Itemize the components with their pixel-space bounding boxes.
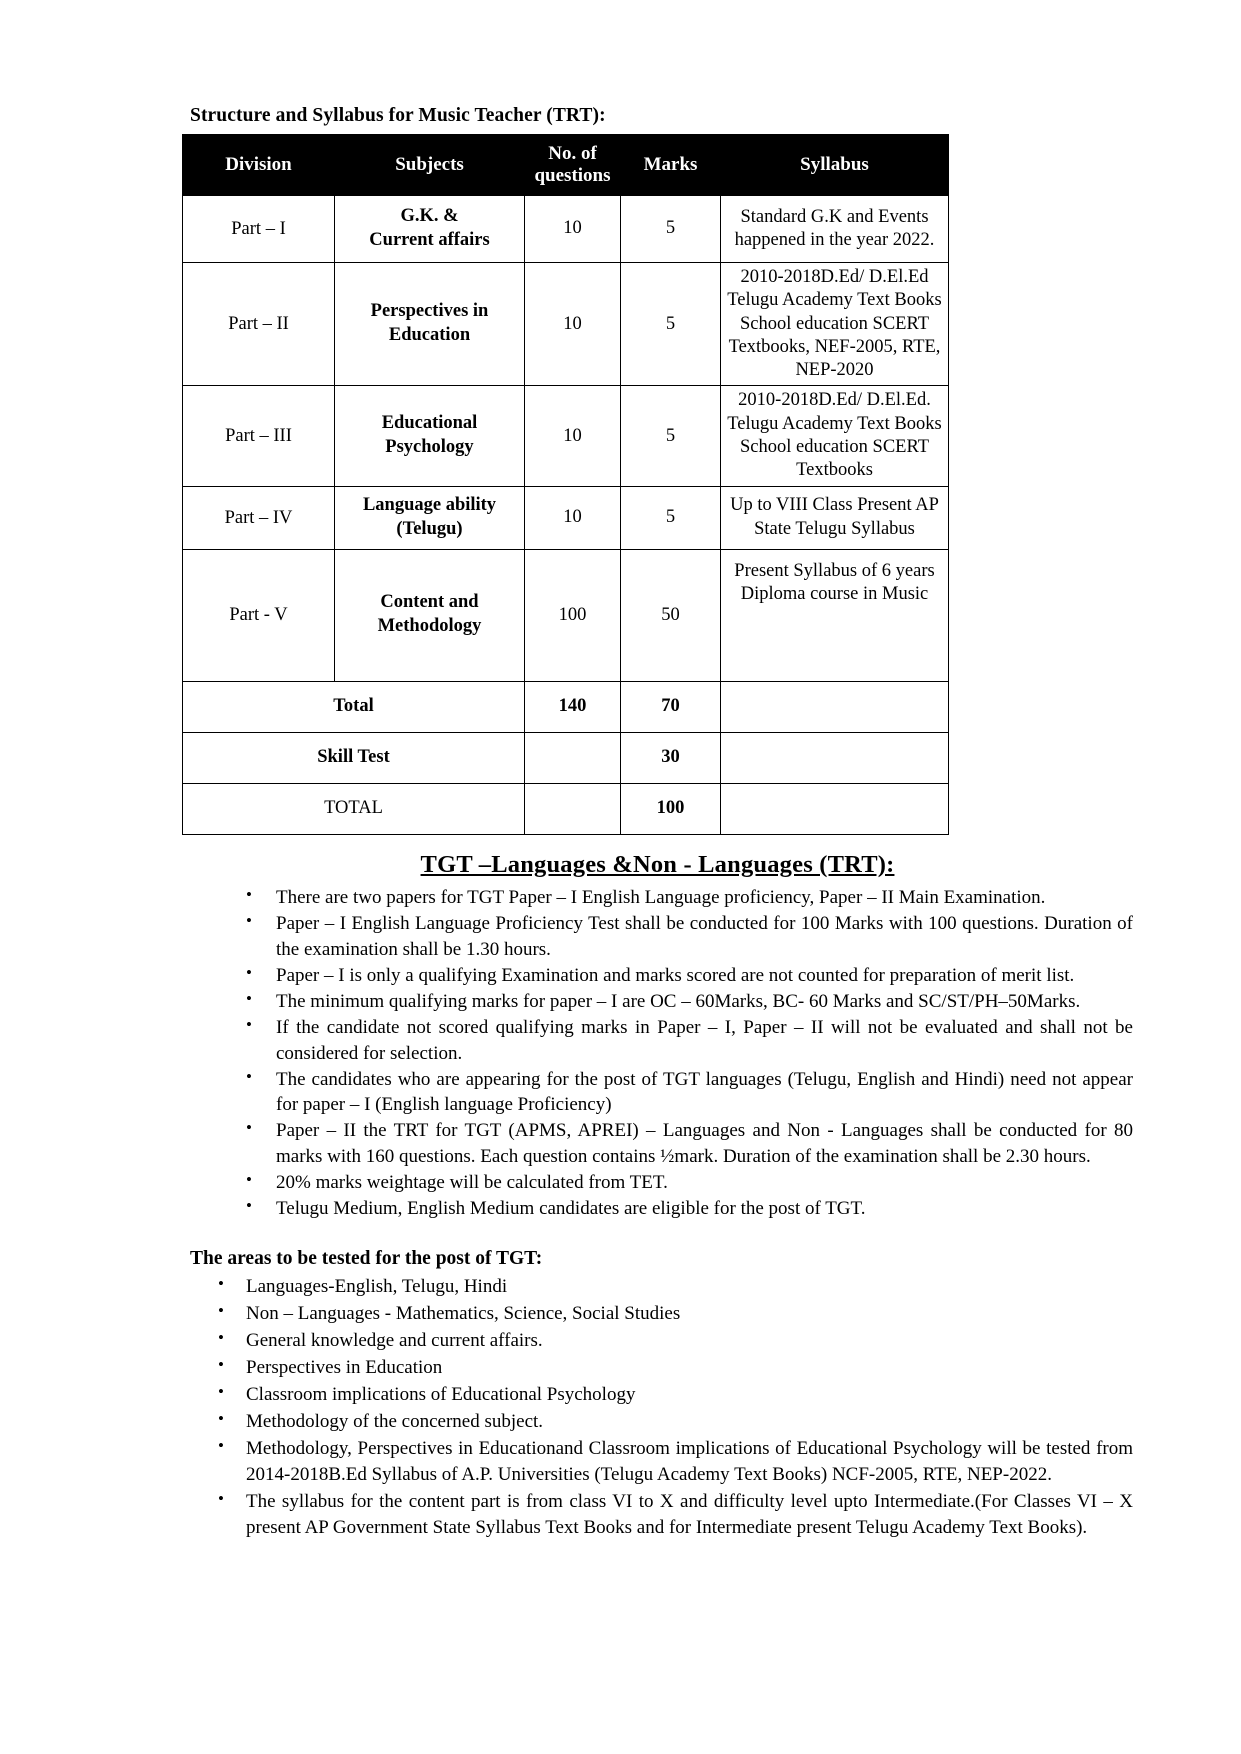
column-header-subjects: Subjects <box>335 135 525 196</box>
cell-subject-line2: Current affairs <box>369 229 490 250</box>
summary-questions-grand-total <box>525 783 621 834</box>
cell-syllabus: Standard G.K and Events happened in the year 2022. <box>721 195 949 262</box>
cell-subject <box>335 195 525 262</box>
cell-subject <box>335 262 525 385</box>
list-item: • Paper – II the TRT for TGT (APMS, APREI) – Languages and Non - Languages shall be conducted for 80 marks with 160 questions. Each question contains ½mark. Duration of the examination shall be 2.30 hours. <box>242 1118 1133 1169</box>
table-header-row <box>183 135 949 196</box>
table-row <box>183 386 949 486</box>
cell-syllabus: Present Syllabus of 6 years Diploma course in Music <box>721 549 949 681</box>
column-header-questions-line2: questions <box>534 164 611 186</box>
table-row <box>183 486 949 549</box>
cell-division: Part – III <box>183 386 335 486</box>
cell-subject-line2: (Telugu) <box>396 518 463 539</box>
cell-syllabus: 2010-2018D.Ed/ D.El.Ed. Telugu Academy Text Books School education SCERT Textbooks <box>721 386 949 486</box>
list-item: • Classroom implications of Educational Psychology <box>210 1382 1133 1408</box>
cell-marks: 5 <box>621 486 721 549</box>
list-item: • The candidates who are appearing for the post of TGT languages (Telugu, English and Hindi) need not appear for paper – I (English language Proficiency) <box>242 1067 1133 1118</box>
list-item: • Paper – I English Language Proficiency Test shall be conducted for 100 Marks with 100 questions. Duration of the examination shall be 1.30 hours. <box>242 911 1133 962</box>
list-item: • Methodology of the concerned subject. <box>210 1409 1133 1435</box>
cell-subject-line2: Psychology <box>385 437 474 457</box>
tgt-points-list <box>182 885 1133 1221</box>
column-header-questions-line1: No. of <box>548 143 597 165</box>
cell-division: Part – IV <box>183 486 335 549</box>
summary-marks-grand-total: 100 <box>621 783 721 834</box>
column-header-syllabus: Syllabus <box>721 135 949 196</box>
column-header-questions <box>525 135 621 196</box>
summary-syllabus-total <box>721 681 949 732</box>
cell-syllabus: Up to VIII Class Present AP State Telugu Syllabus <box>721 486 949 549</box>
column-header-marks: Marks <box>621 135 721 196</box>
cell-marks: 5 <box>621 195 721 262</box>
summary-label-total: Total <box>183 681 525 732</box>
list-item: • The minimum qualifying marks for paper – I are OC – 60Marks, BC- 60 Marks and SC/ST/PH–50Marks. <box>242 989 1133 1014</box>
section-title: Structure and Syllabus for Music Teacher (TRT): <box>190 105 606 126</box>
cell-syllabus: 2010-2018D.Ed/ D.El.Ed Telugu Academy Text Books School education SCERT Textbooks, NEF-2005, RTE, NEP-2020 <box>721 262 949 385</box>
table-summary-row <box>183 732 949 783</box>
cell-subject-line2: Methodology <box>377 616 482 637</box>
summary-questions-skill-test <box>525 732 621 783</box>
page-title: TGT –Languages &Non - Languages (TRT): <box>420 850 895 878</box>
summary-questions-total: 140 <box>525 681 621 732</box>
list-item: • The syllabus for the content part is from class VI to X and difficulty level upto Intermediate.(For Classes VI – X present AP Government State Syllabus Text Books and for Intermediate present Telugu Academy Text Books). <box>210 1489 1133 1541</box>
column-header-division: Division <box>183 135 335 196</box>
cell-questions: 10 <box>525 195 621 262</box>
list-item: • Perspectives in Education <box>210 1355 1133 1381</box>
summary-label-skill-test: Skill Test <box>183 732 525 783</box>
summary-syllabus-skill-test <box>721 732 949 783</box>
cell-subject-line1: Language ability <box>362 494 497 515</box>
cell-subject-line1: Perspectives in <box>370 301 489 322</box>
cell-questions: 10 <box>525 262 621 385</box>
table-body <box>183 195 949 834</box>
cell-division: Part – I <box>183 195 335 262</box>
table-header <box>183 135 949 196</box>
table-summary-row <box>183 681 949 732</box>
cell-marks: 5 <box>621 386 721 486</box>
cell-questions: 10 <box>525 486 621 549</box>
cell-subject <box>335 386 525 486</box>
list-item: • Languages-English, Telugu, Hindi <box>210 1274 1133 1300</box>
list-item: • General knowledge and current affairs. <box>210 1328 1133 1354</box>
cell-marks: 5 <box>621 262 721 385</box>
cell-marks: 50 <box>621 549 721 681</box>
table-row <box>183 262 949 385</box>
list-item: • 20% marks weightage will be calculated from TET. <box>242 1170 1133 1195</box>
cell-division: Part – II <box>183 262 335 385</box>
cell-subject-line1: G.K. & <box>400 206 459 227</box>
table-row <box>183 549 949 681</box>
cell-subject <box>335 486 525 549</box>
list-item: • If the candidate not scored qualifying marks in Paper – I, Paper – II will not be evaluated and shall not be considered for selection. <box>242 1015 1133 1066</box>
cell-division: Part - V <box>183 549 335 681</box>
table-summary-row <box>183 783 949 834</box>
cell-questions: 10 <box>525 386 621 486</box>
cell-subject-line2: Education <box>388 325 471 346</box>
list-item: • Non – Languages - Mathematics, Science, Social Studies <box>210 1301 1133 1327</box>
list-item: • Telugu Medium, English Medium candidates are eligible for the post of TGT. <box>242 1196 1133 1221</box>
summary-marks-skill-test: 30 <box>621 732 721 783</box>
list-item: • Methodology, Perspectives in Educationand Classroom implications of Educational Psychology will be tested from 2014-2018B.Ed Syllabus of A.P. Universities (Telugu Academy Text Books) NCF-2005, RTE, NEP-2022. <box>210 1436 1133 1488</box>
summary-marks-total: 70 <box>621 681 721 732</box>
cell-questions: 100 <box>525 549 621 681</box>
cell-subject <box>335 549 525 681</box>
syllabus-table <box>182 134 949 834</box>
areas-list <box>182 1274 1133 1541</box>
cell-subject-line1: Educational <box>381 413 478 434</box>
summary-label-grand-total: TOTAL <box>183 783 525 834</box>
list-item: • Paper – I is only a qualifying Examination and marks scored are not counted for preparation of merit list. <box>242 963 1133 988</box>
areas-section-title: The areas to be tested for the post of TGT: <box>190 1248 543 1270</box>
cell-subject-line1: Content and <box>380 592 479 613</box>
summary-syllabus-grand-total <box>721 783 949 834</box>
list-item: • There are two papers for TGT Paper – I English Language proficiency, Paper – II Main Examination. <box>242 885 1133 910</box>
table-row <box>183 195 949 262</box>
